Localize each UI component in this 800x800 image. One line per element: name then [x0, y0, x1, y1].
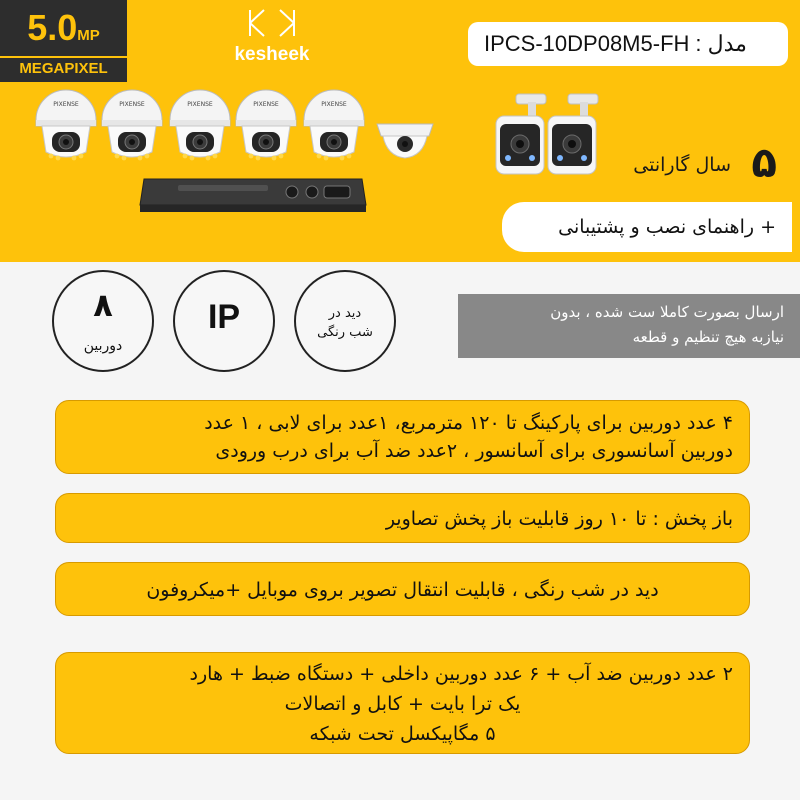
- header-yellow-panel: [0, 0, 800, 262]
- package-line1: ۲ عدد دوربین ضد آب + ۶ عدد دوربین داخلی + دستگاه ضبط + هارد: [189, 663, 733, 685]
- cameras-usage-box: [55, 400, 750, 474]
- camera-logo-1: PIXENSE: [53, 101, 79, 108]
- warranty-years: ۵: [751, 138, 777, 187]
- warranty-block: [605, 138, 785, 187]
- mini-dome-camera: [377, 124, 433, 158]
- model-code: IPCS-10DP08M5-FH: [484, 31, 690, 56]
- shipping-note: [458, 294, 800, 358]
- features-box: [55, 562, 750, 616]
- ip-label: IP: [207, 298, 241, 336]
- camera-logo-4: PIXENSE: [253, 101, 279, 108]
- shipping-line1: ارسال بصورت کاملا ست شده ، بدون: [550, 303, 784, 321]
- features-text: دید در شب رنگی ، قابلیت انتقال تصویر بروی موبایل +میکروفون: [146, 579, 659, 601]
- install-guide-label: + راهنمای نصب و پشتیبانی: [502, 202, 792, 252]
- megapixel-value: 5.0MP: [27, 7, 100, 48]
- megapixel-label: MEGAPIXEL: [0, 56, 127, 80]
- camera-logo-5: PIXENSE: [321, 101, 347, 108]
- shipping-line2: نیازبه هیچ تنظیم و قطعه: [632, 328, 784, 346]
- package-line3: ۵ مگاپیکسل تحت شبکه: [309, 723, 496, 745]
- package-line2: یک ترا بایت + کابل و اتصالات: [284, 693, 521, 715]
- bullet-camera-2: [548, 94, 598, 174]
- night-vision-line1: دید در: [328, 306, 362, 321]
- camera-logo-3: PIXENSE: [187, 101, 213, 108]
- camera-count-circle: [52, 270, 154, 372]
- cameras-usage-line2: دوربین آسانسوری برای آسانسور ، ۲عدد ضد آب برای درب ورودی: [215, 440, 733, 462]
- cameras-usage-line1: ۴ عدد دوربین برای پارکینگ تا ۱۲۰ مترمربع، ۱عدد برای لابی ، ۱ عدد: [204, 412, 733, 434]
- camera-count-number: ۸: [93, 286, 113, 324]
- playback-text: باز پخش : تا ۱۰ روز قابلیت باز پخش تصاویر: [385, 508, 733, 530]
- camera-count-label: دوربین: [83, 338, 123, 354]
- night-vision-line2: شب رنگی: [317, 325, 373, 340]
- ip-circle: [173, 270, 275, 372]
- night-vision-circle: [294, 270, 396, 372]
- warranty-label: سال گارانتی: [633, 154, 731, 176]
- playback-box: [55, 493, 750, 543]
- camera-logo-2: PIXENSE: [119, 101, 145, 108]
- model-label: مدل :: [695, 31, 747, 56]
- dvr-recorder: [138, 175, 368, 215]
- package-box: [55, 652, 750, 754]
- brand-name: kesheek: [234, 44, 310, 65]
- bullet-camera-1: [496, 94, 546, 174]
